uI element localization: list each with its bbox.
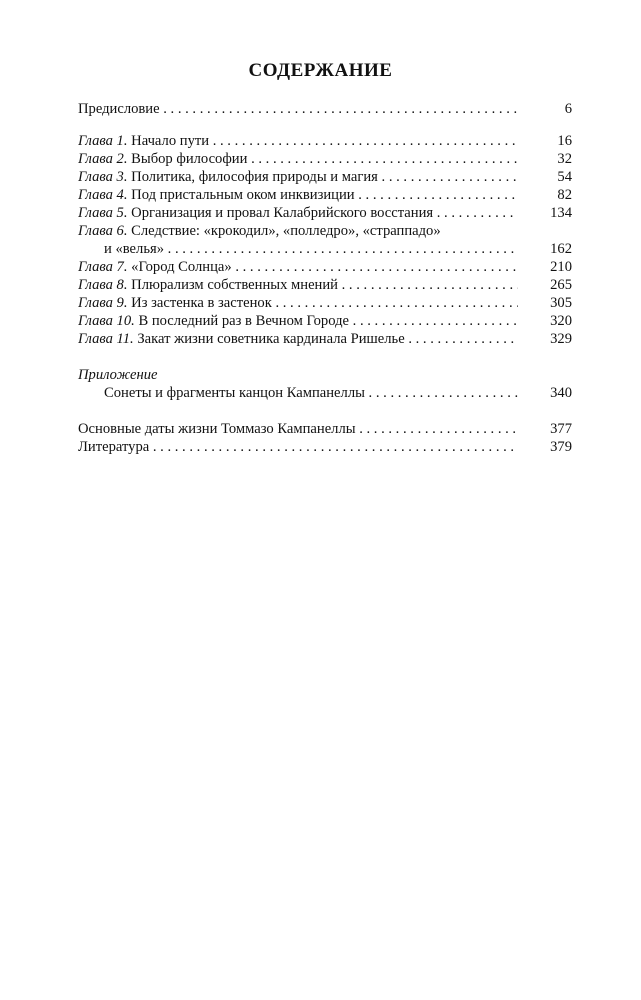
page-title: СОДЕРЖАНИЕ <box>248 60 393 81</box>
chapter-label: Глава 9. <box>78 295 128 311</box>
toc-entry-literature <box>78 438 572 456</box>
toc-entry-title: Глава 8. Плюрализм собственных мнений . . . <box>78 276 518 294</box>
chapter-label: Глава 11. <box>78 331 134 347</box>
toc-entry-chapter-10 <box>78 312 572 330</box>
spacer <box>78 118 572 132</box>
table-of-contents <box>78 100 572 456</box>
toc-entry-title: Глава 11. Закат жизни советника кардинала Ришелье . . . <box>78 330 518 348</box>
toc-page-number: 340 <box>550 385 572 401</box>
toc-entry-title: Глава 1. Начало пути . . . <box>78 132 518 150</box>
toc-entry-title-continued: и «велья» . . . <box>104 240 518 258</box>
toc-entry-chapter-6-line-2 <box>78 240 572 258</box>
toc-entry-chapter-9 <box>78 294 572 312</box>
toc-entry-title: Глава 7. «Город Солнца» . . . <box>78 258 518 276</box>
toc-entry-preface <box>78 100 572 118</box>
chapter-label: Глава 3. <box>78 169 128 185</box>
toc-page-number: 162 <box>550 241 572 257</box>
toc-page-number: 320 <box>550 313 572 329</box>
toc-page-number: 265 <box>550 277 572 293</box>
toc-entry-title: Литература . . . <box>78 438 518 456</box>
toc-entry-title: Глава 3. Политика, философия природы и магия . . . <box>78 168 518 186</box>
toc-entry-title: Глава 4. Под пристальным оком инквизиции . . . <box>78 186 518 204</box>
toc-page-number: 210 <box>550 259 572 275</box>
toc-entry-chapter-5 <box>78 204 572 222</box>
chapter-label: Глава 1. <box>78 133 128 149</box>
toc-entry-title: Глава 5. Организация и провал Калабрийского восстания . . . <box>78 204 518 222</box>
toc-entry-chapter-3 <box>78 168 572 186</box>
toc-entry-title: Сонеты и фрагменты канцон Кампанеллы . . . <box>104 384 518 402</box>
chapter-label: Глава 2. <box>78 151 128 167</box>
toc-entry-title: Глава 2. Выбор философии . . . <box>78 150 518 168</box>
toc-page-number: 82 <box>557 187 572 203</box>
toc-entry-key-dates <box>78 420 572 438</box>
spacer <box>78 402 572 420</box>
toc-entry-chapter-11 <box>78 330 572 348</box>
toc-entry-chapter-2 <box>78 150 572 168</box>
toc-page-number: 329 <box>550 331 572 347</box>
toc-entry-chapter-7 <box>78 258 572 276</box>
toc-entry-chapter-1 <box>78 132 572 150</box>
toc-page-number: 16 <box>557 133 572 149</box>
toc-entry-title: Глава 9. Из застенка в застенок . . . <box>78 294 518 312</box>
chapter-label: Глава 8. <box>78 277 128 293</box>
chapter-label: Глава 5. <box>78 205 128 221</box>
toc-entry-chapter-6-line-1 <box>78 222 572 240</box>
toc-entry-title: Глава 10. В последний раз в Вечном Городе . . . <box>78 312 518 330</box>
toc-entry-appendix <box>78 384 572 402</box>
chapter-label: Глава 6. <box>78 223 128 239</box>
toc-page-number: 377 <box>550 421 572 437</box>
appendix-heading: Приложение <box>78 367 158 383</box>
toc-page-number: 305 <box>550 295 572 311</box>
toc-page-number: 379 <box>550 439 572 455</box>
chapter-label: Глава 4. <box>78 187 128 203</box>
toc-page-number: 32 <box>557 151 572 167</box>
toc-page-number: 54 <box>557 169 572 185</box>
toc-entry-title: Глава 6. Следствие: «крокодил», «полледро», «страппадо» <box>78 223 441 239</box>
toc-page-number: 134 <box>550 205 572 221</box>
toc-entry-title: Предисловие . . . <box>78 100 518 118</box>
spacer <box>78 348 572 366</box>
toc-entry-chapter-4 <box>78 186 572 204</box>
toc-entry-title: Основные даты жизни Томмазо Кампанеллы . . . <box>78 420 518 438</box>
chapter-label: Глава 10. <box>78 313 135 329</box>
chapter-label: Глава 7. <box>78 259 128 275</box>
toc-page-number: 6 <box>564 101 572 117</box>
toc-entry-chapter-8 <box>78 276 572 294</box>
